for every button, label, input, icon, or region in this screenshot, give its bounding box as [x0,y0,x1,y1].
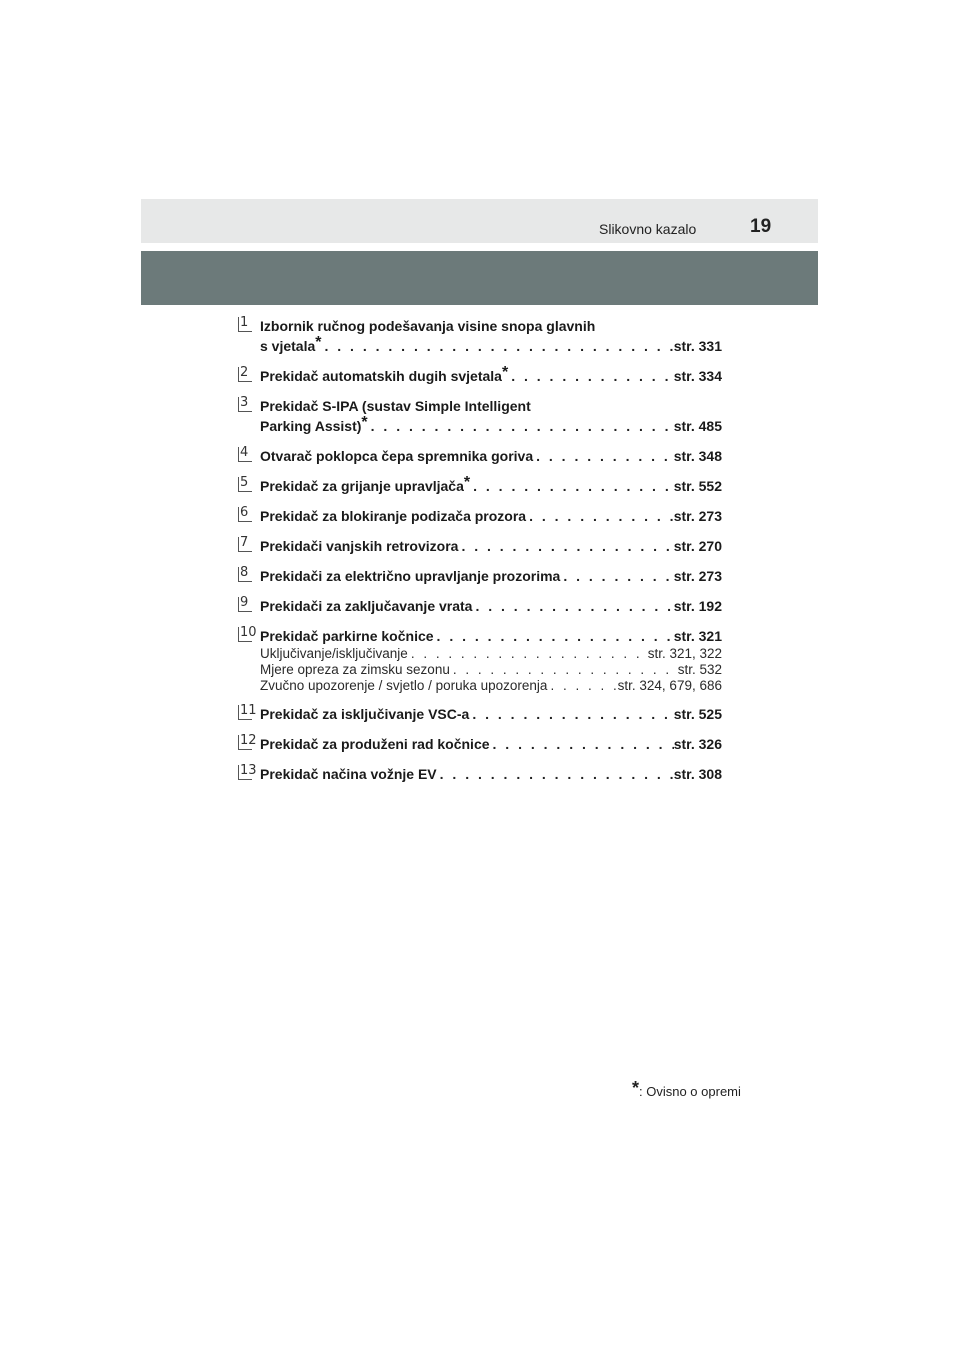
sub-entry[interactable] [260,662,722,678]
index-entry-9[interactable] [238,596,722,616]
index-entry-3[interactable] [238,396,722,436]
dot-leader [469,704,673,724]
index-entry-10[interactable] [238,626,722,694]
entry-title: Prekidači za zaključavanje vrata [260,598,473,614]
entry-title: Otvarač poklopca čepa spremnika goriva [260,448,534,464]
dot-leader [547,678,617,694]
entry-title: Prekidači za električno upravljanje prozorima [260,568,561,584]
page-ref: str. 525 [673,706,722,722]
callout-number: 10 [240,625,257,640]
entry-title: Prekidač načina vožnje EV [260,766,437,782]
dot-leader [408,646,648,662]
sub-entry-title: Uključivanje/isključivanje [260,646,408,661]
page-ref: str. 321, 322 [647,646,722,661]
index-entry-8[interactable] [238,566,722,586]
page-ref: str. 331 [673,338,722,354]
index-entry-7[interactable] [238,536,722,556]
page-ref: str. 485 [673,418,722,434]
index-entry-6[interactable] [238,506,722,526]
dot-leader [472,596,673,616]
dot-leader [450,662,678,678]
footnote [632,1078,741,1099]
entry-title: s vjetala* [260,334,322,354]
entry-title-line1: Izbornik ručnog podešavanja visine snopa glavnih [260,318,596,334]
page-ref: str. 192 [673,598,722,614]
index-entry-13[interactable] [238,764,722,784]
section-title: Slikovno kazalo [599,221,697,237]
asterisk-icon: * [463,474,471,491]
sub-entry[interactable] [260,646,722,662]
page-ref: str. 552 [673,478,722,494]
callout-number: 5 [238,477,252,492]
callout-number: 11 [240,703,257,718]
index-entry-5[interactable] [238,476,722,496]
entry-title: Prekidač automatskih dugih svjetala* [260,364,509,384]
dot-leader [526,506,674,526]
page-number: 19 [750,216,772,237]
index-entry-4[interactable] [238,446,722,466]
entry-title: Prekidač parkirne kočnice [260,628,434,644]
callout-number: 8 [238,567,252,582]
dot-leader [560,566,673,586]
callout-number: 1 [238,317,252,332]
sub-entry-title: Mjere opreza za zimsku sezonu [260,662,450,677]
asterisk-icon: * [501,364,509,381]
dot-leader [458,536,673,556]
callout-number: 7 [238,537,252,552]
entry-title: Parking Assist)* [260,414,368,434]
page-ref: str. 334 [673,368,722,384]
page-ref: str. 308 [673,766,722,782]
header-band [141,199,818,243]
chapter-title-bar [141,251,818,305]
dot-leader [490,734,674,754]
page-ref: str. 348 [673,448,722,464]
dot-leader [508,366,674,386]
index-list [238,316,722,794]
page-ref: str. 532 [677,662,722,677]
dot-leader [368,416,674,436]
page-ref: str. 326 [673,736,722,752]
footnote-text: : Ovisno o opremi [639,1084,741,1099]
asterisk-icon: * [361,414,368,431]
entry-title: Prekidač za isključivanje VSC-a [260,706,470,722]
callout-number: 13 [240,763,257,778]
callout-number: 12 [240,733,257,748]
dot-leader [533,446,674,466]
entry-title: Prekidači vanjskih retrovizora [260,538,459,554]
dot-leader [470,476,674,496]
callout-number: 6 [238,507,252,522]
page-ref: str. 324, 679, 686 [617,678,722,693]
callout-number: 9 [238,597,252,612]
page-ref: str. 273 [673,568,722,584]
index-entry-11[interactable] [238,704,722,724]
index-entry-12[interactable] [238,734,722,754]
entry-title: Prekidač za grijanje upravljača* [260,474,471,494]
asterisk-icon: * [632,1078,640,1098]
page-ref: str. 321 [673,628,722,644]
entry-title-line1: Prekidač S-IPA (sustav Simple Intelligent [260,398,531,414]
page-ref: str. 273 [673,508,722,524]
callout-number: 4 [238,447,252,462]
dot-leader [322,336,674,356]
dot-leader [437,764,674,784]
asterisk-icon: * [315,334,322,351]
index-entry-2[interactable] [238,366,722,386]
page-ref: str. 270 [673,538,722,554]
callout-number: 2 [238,367,252,382]
index-entry-1[interactable] [238,316,722,356]
entry-title: Prekidač za produženi rad kočnice [260,736,490,752]
entry-title: Prekidač za blokiranje podizača prozora [260,508,527,524]
callout-number: 3 [238,397,252,412]
dot-leader [434,626,674,646]
sub-entry-title: Zvučno upozorenje / svjetlo / poruka upozorenja [260,678,548,693]
sub-entry[interactable] [260,678,722,694]
